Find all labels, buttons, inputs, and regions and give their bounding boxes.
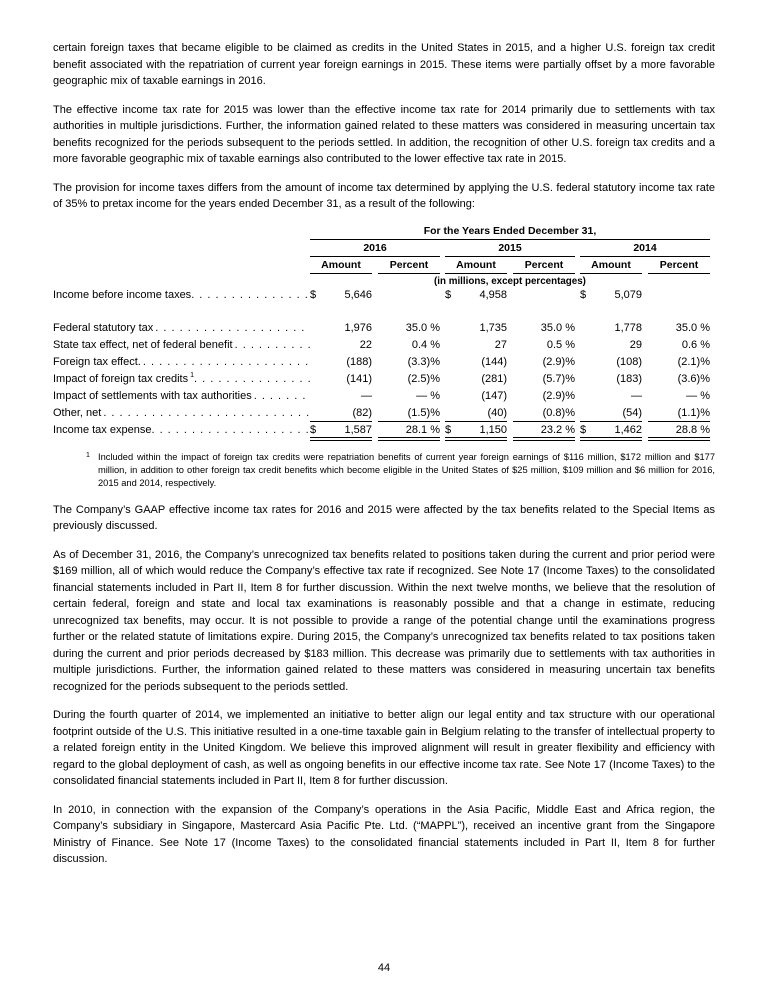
dot-leader bbox=[103, 405, 310, 422]
percent-2014: — % bbox=[686, 389, 710, 402]
percent-2016: (3.3)% bbox=[407, 355, 440, 368]
page-number: 44 bbox=[377, 962, 391, 974]
percent-2015: (2.9)% bbox=[542, 355, 575, 368]
amount-2014: 1,462 bbox=[614, 423, 642, 436]
year-header-2014: 2014 bbox=[580, 241, 710, 257]
footnote-text: Included within the impact of foreign tax credits were repatriation benefits of current year foreign earnings of $116 million, $172 million and $177 million, in addition to other foreign tax credit benefits which become eligible in the United States of $25 million, $109 million and $6 million for 2016, 2015 and 2014, respectively. bbox=[98, 451, 715, 488]
percent-2015: 0.5 % bbox=[546, 338, 575, 351]
year-header-2015: 2015 bbox=[445, 241, 575, 257]
amount-2016: (188) bbox=[346, 355, 372, 368]
paragraph-6: During the fourth quarter of 2014, we implemented an initiative to better align our legal entity and tax structure with our operational footprint outside of the U.S. This initiative resulted in a one-time taxable gain in Belgium relating to the transfer of intellectual property to a related foreign entity in the United Kingdom. We believe this improved alignment will result in greater flexibility and efficiency with regard to the global deployment of cash, as well as ongoing benefits in our effective income tax rate. See Note 17 (Income Taxes) to the consolidated financial statements included in Part II, Item 8 for further discussion. bbox=[53, 709, 715, 787]
paragraph-5: As of December 31, 2016, the Company’s unrecognized tax benefits related to positions taken during the current and prior period were $169 million, all of which would reduce the Company’s effective tax rate if recognized. See Note 17 (Income Taxes) to the consolidated financial statements included in Part II, Item 8 for further discussion. Within the next twelve months, we believe that the resolution of certain federal, foreign and state and local tax examinations is reasonably possible and that a change in estimate, reducing unrecognized tax benefits, may occur. It is not possible to provide a range of the potential change until the examinations progress further or the related statute of limitations expire. During 2015, the Company’s unrecognized tax benefits related to tax positions taken during the current and prior periods decreased by $183 million. This decrease was primarily due to settlements with tax authorities in multiple jurisdictions. Further, the information gained related to these matters was considered in measuring uncertain tax benefits recognized for the periods subsequent to the periods settled. bbox=[53, 548, 715, 693]
amount-2014: (108) bbox=[616, 355, 642, 368]
percent-2015: 23.2 % bbox=[513, 422, 575, 441]
row-label: Impact of foreign tax credits bbox=[53, 372, 189, 385]
amount-2015: (147) bbox=[481, 389, 507, 402]
percent-2014: (2.1)% bbox=[677, 355, 710, 368]
row-label: Income before income taxes bbox=[53, 288, 192, 301]
percent-2016: 28.1 % bbox=[378, 422, 440, 441]
paragraph-4: The Company’s GAAP effective income tax rates for 2016 and 2015 were affected by the tax benefits related to the Special Items as previously discussed. bbox=[53, 503, 715, 532]
table-row-income-tax-expense bbox=[53, 422, 715, 441]
amount-2014: (183) bbox=[616, 372, 642, 385]
percent-2015: 35.0 % bbox=[540, 321, 575, 334]
paragraph-1: certain foreign taxes that became eligible to be claimed as credits in the United States in 2015, and a higher U.S. foreign tax credit benefit associated with the repatriation of current year foreign earnings in 2015. These items were partially offset by a more favorable geographic mix of taxable earnings in 2016. bbox=[53, 42, 715, 87]
amount-2014: 5,079 bbox=[614, 288, 642, 301]
row-label: Impact of settlements with tax authorities bbox=[53, 389, 252, 402]
amount-2016: 1,587 bbox=[344, 423, 372, 436]
dollar-sign: $ bbox=[445, 423, 452, 436]
row-label: State tax effect, net of federal benefit bbox=[53, 338, 233, 351]
paragraph-2: The effective income tax rate for 2015 was lower than the effective income tax rate for 2014 primarily due to settlements with tax authorities in multiple jurisdictions. Further, the information gained related to these matters was considered in measuring uncertain tax benefits recognized for the periods subsequent to the periods settled. In addition, the recognition of other U.S. foreign tax credits and a more favorable geographic mix of taxable earnings also contributed to the lower effective tax rate in 2015. bbox=[53, 103, 715, 165]
row-label: Foreign tax effect. bbox=[53, 355, 141, 368]
table-year-headers bbox=[310, 241, 710, 257]
percent-2016: — % bbox=[416, 389, 440, 402]
paragraph-3: The provision for income taxes differs from the amount of income tax determined by applying the U.S. federal statutory income tax rate of 35% to pretax income for the years ended December 31, as a result of the following: bbox=[53, 181, 715, 210]
percent-2014: (3.6)% bbox=[677, 372, 710, 385]
dot-leader bbox=[155, 320, 310, 337]
amount-2016: 1,976 bbox=[344, 321, 372, 334]
amount-2015: (281) bbox=[481, 372, 507, 385]
table-subheaders bbox=[310, 259, 710, 274]
table-row-federal-statutory-tax bbox=[53, 320, 715, 337]
amount-2015: (144) bbox=[481, 355, 507, 368]
table-row-income-before-taxes bbox=[53, 287, 715, 304]
percent-2014: 35.0 % bbox=[675, 321, 710, 334]
amount-2016: 22 bbox=[359, 338, 372, 351]
amount-2014: 1,778 bbox=[614, 321, 642, 334]
dollar-sign: $ bbox=[310, 423, 317, 436]
amount-2015: 27 bbox=[494, 338, 507, 351]
amount-2015: 4,958 bbox=[479, 288, 507, 301]
dot-leader bbox=[254, 388, 310, 405]
amount-2014: 29 bbox=[629, 338, 642, 351]
dollar-sign: $ bbox=[310, 288, 317, 301]
dot-leader bbox=[191, 287, 310, 304]
percent-2016: 0.4 % bbox=[411, 338, 440, 351]
table-row-impact-foreign-tax-credits bbox=[53, 371, 715, 388]
tax-rate-reconciliation-table bbox=[53, 225, 715, 441]
percent-2015: (5.7)% bbox=[542, 372, 575, 385]
percent-2016: 35.0 % bbox=[405, 321, 440, 334]
footnote-1 bbox=[86, 451, 715, 490]
dot-leader bbox=[143, 354, 310, 371]
year-header-2016: 2016 bbox=[310, 241, 440, 257]
amount-header-2016: Amount bbox=[310, 259, 372, 274]
footnote-marker: 1 bbox=[86, 451, 90, 459]
percent-2014: 0.6 % bbox=[681, 338, 710, 351]
dollar-sign: $ bbox=[580, 423, 587, 436]
percent-2016: (2.5)% bbox=[407, 372, 440, 385]
amount-2016: 5,646 bbox=[344, 288, 372, 301]
percent-2014: 28.8 % bbox=[648, 422, 710, 441]
table-units-note: (in millions, except percentages) bbox=[434, 275, 586, 287]
amount-2016: — bbox=[361, 389, 372, 402]
percent-header-2014: Percent bbox=[648, 259, 710, 274]
dollar-sign: $ bbox=[445, 288, 452, 301]
row-label: Federal statutory tax bbox=[53, 321, 154, 334]
amount-header-2014: Amount bbox=[580, 259, 642, 274]
table-row-impact-settlements bbox=[53, 388, 715, 405]
table-title: For the Years Ended December 31, bbox=[310, 225, 710, 240]
percent-header-2015: Percent bbox=[513, 259, 575, 274]
percent-2015: (0.8)% bbox=[513, 405, 575, 422]
amount-2014: (54) bbox=[622, 406, 642, 419]
row-label: Other, net bbox=[53, 406, 102, 419]
dollar-sign: $ bbox=[580, 288, 587, 301]
footnote-ref: 1 bbox=[190, 371, 195, 379]
percent-2014: (1.1)% bbox=[648, 405, 710, 422]
dot-leader bbox=[235, 337, 310, 354]
table-row-foreign-tax-effect bbox=[53, 354, 715, 371]
dot-leader bbox=[151, 422, 310, 441]
percent-header-2016: Percent bbox=[378, 259, 440, 274]
amount-2015: (40) bbox=[487, 406, 507, 419]
amount-2016: (82) bbox=[352, 406, 372, 419]
table-spacer bbox=[53, 304, 715, 320]
amount-header-2015: Amount bbox=[445, 259, 507, 274]
percent-2015: (2.9)% bbox=[542, 389, 575, 402]
dot-leader bbox=[194, 371, 310, 388]
table-row-state-tax-effect bbox=[53, 337, 715, 354]
amount-2016: (141) bbox=[346, 372, 372, 385]
paragraph-7: In 2010, in connection with the expansion of the Company’s operations in the Asia Pacific, Middle East and Africa region, the Company’s subsidiary in Singapore, Mastercard Asia Pacific Pte. Ltd. (“MAPPL”), received an incentive grant from the Singapore Ministry of Finance. See Note 17 (Income Taxes) to the consolidated financial statements included in Part II, Item 8 for further discussion. bbox=[53, 803, 715, 865]
table-row-other-net bbox=[53, 405, 715, 422]
row-label: Income tax expense bbox=[53, 423, 152, 436]
percent-2016: (1.5)% bbox=[378, 405, 440, 422]
amount-2014: — bbox=[631, 389, 642, 402]
amount-2015: 1,735 bbox=[479, 321, 507, 334]
amount-2015: 1,150 bbox=[479, 423, 507, 436]
